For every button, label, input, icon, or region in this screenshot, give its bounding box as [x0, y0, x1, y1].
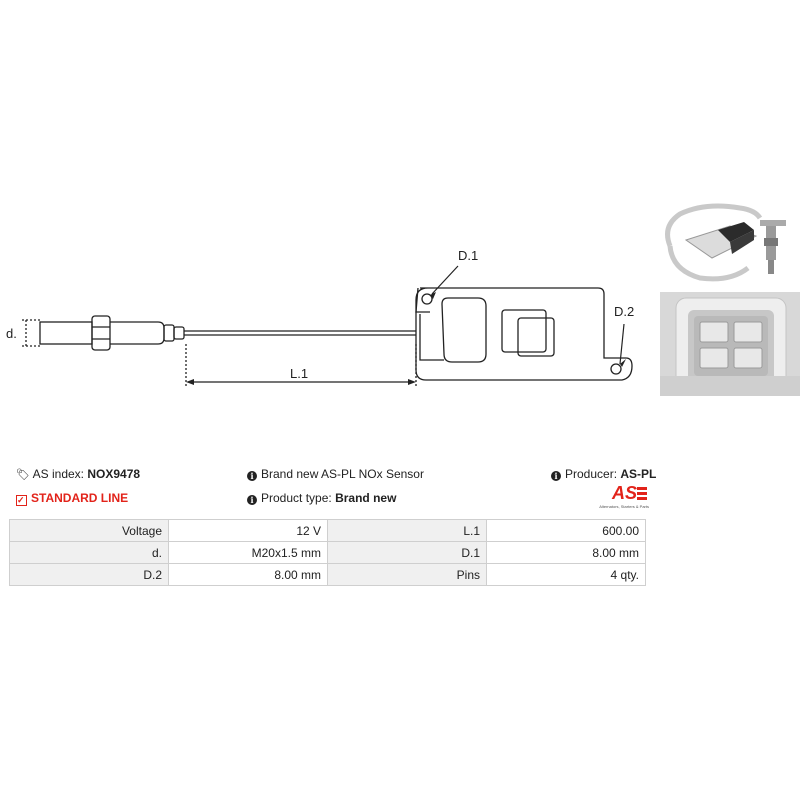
info-icon: i [247, 471, 257, 481]
info-icon: i [551, 471, 561, 481]
d-label: d. [6, 326, 17, 341]
connector-photo [660, 292, 800, 396]
spec-value: 12 V [169, 520, 328, 542]
logo-tagline: Alternators, Starters & Parts [599, 504, 649, 509]
spec-label: L.1 [328, 520, 487, 542]
spec-value: 8.00 mm [487, 542, 646, 564]
spec-table [9, 519, 646, 586]
checkbox-icon: ✓ [16, 495, 27, 506]
tags-icon: 🏷 [16, 469, 30, 481]
spec-label: Voltage [10, 520, 169, 542]
table-row [10, 520, 646, 542]
spec-value: 8.00 mm [169, 564, 328, 586]
l1-label: L.1 [290, 366, 309, 381]
spec-label: D.2 [10, 564, 169, 586]
technical-drawing [0, 200, 660, 400]
table-row [10, 542, 646, 564]
logo-mark: AS [611, 483, 637, 503]
logo-bars [637, 487, 647, 500]
product-type [247, 491, 396, 505]
d1-label: D.1 [458, 248, 479, 263]
product-photo [660, 196, 800, 288]
info-icon: i [247, 495, 257, 505]
spec-label: D.1 [328, 542, 487, 564]
as-index-label: AS index: [32, 467, 85, 481]
d2-label: D.2 [614, 304, 635, 319]
spec-label: Pins [328, 564, 487, 586]
product-description [247, 467, 424, 481]
product-type-value: Brand new [335, 491, 397, 505]
producer [551, 467, 656, 481]
as-index-value: NOX9478 [87, 467, 141, 481]
table-row [10, 564, 646, 586]
producer-value: AS-PL [620, 467, 657, 481]
spec-value: M20x1.5 mm [169, 542, 328, 564]
line-text: STANDARD LINE [31, 491, 129, 505]
producer-label: Producer: [565, 467, 618, 481]
description-text: Brand new AS-PL NOx Sensor [261, 467, 424, 481]
as-index [16, 467, 140, 482]
standard-line [16, 491, 128, 506]
product-type-label: Product type: [261, 491, 332, 505]
spec-value: 4 qty. [487, 564, 646, 586]
spec-label: d. [10, 542, 169, 564]
spec-value: 600.00 [487, 520, 646, 542]
as-pl-logo [585, 484, 649, 512]
